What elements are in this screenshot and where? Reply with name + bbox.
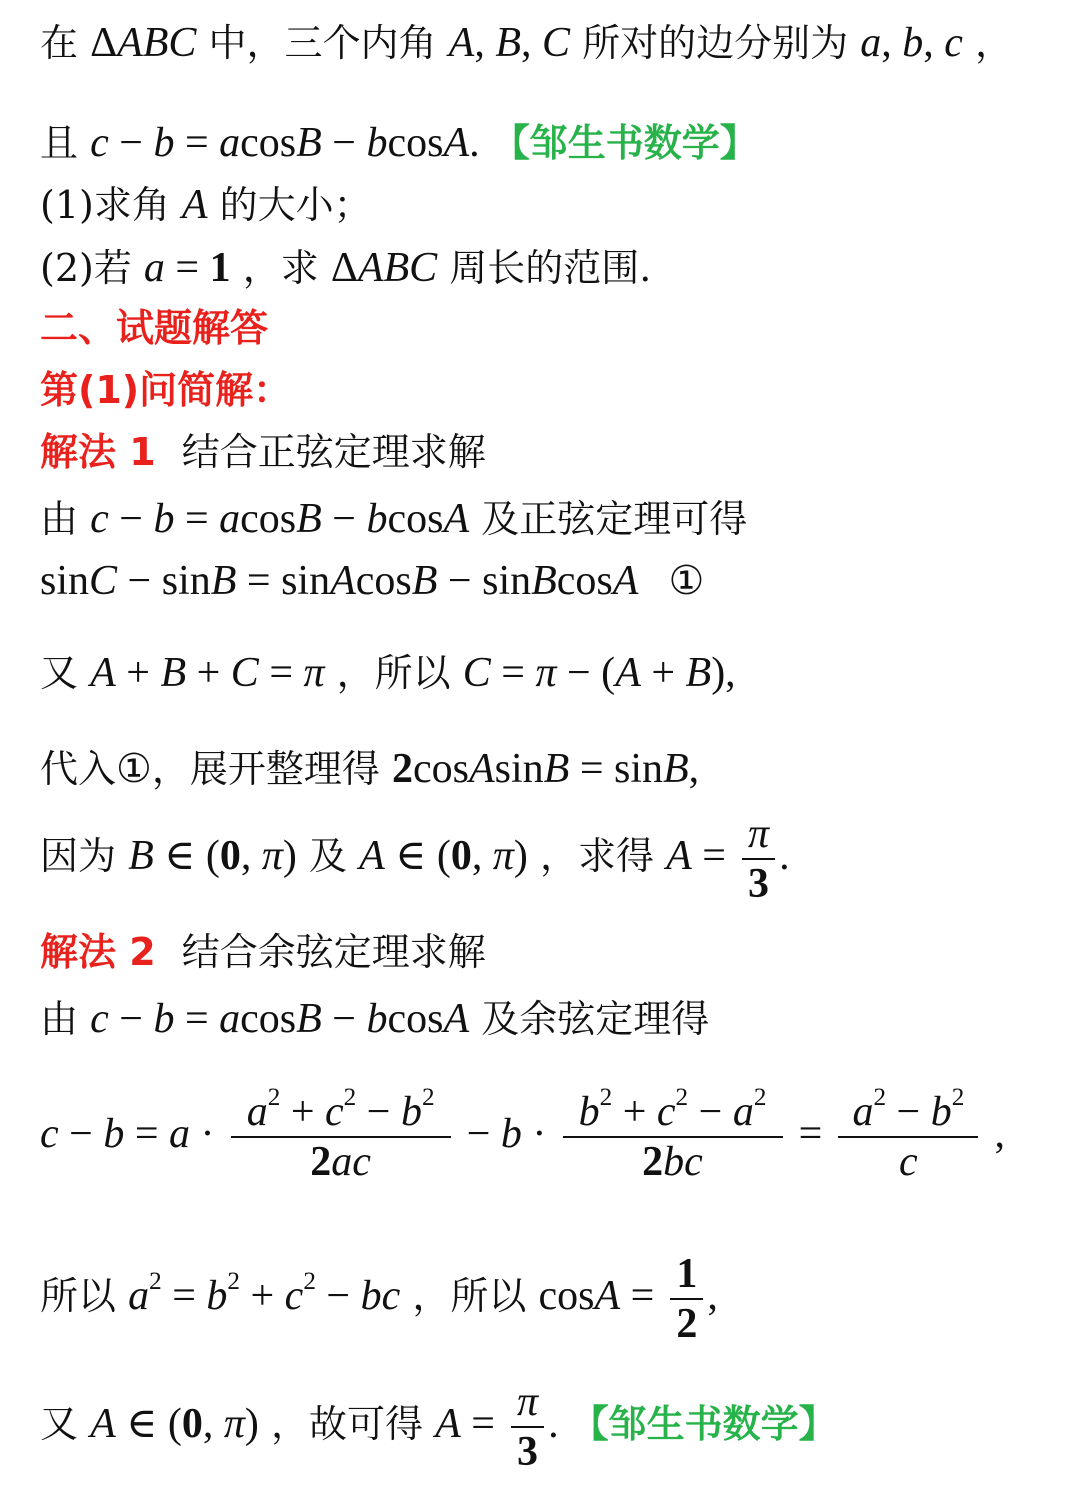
problem-line-2: 且 c − b = acosB − bcosA. 【邹生书数学】 — [40, 120, 758, 166]
fraction-result: $\frac{a^2 - b^2}{c}$ — [838, 1088, 978, 1187]
problem-line-1: 在 ΔABC 中，三个内角 A, B, C 所对的边分别为 a, b, c ， — [40, 20, 1013, 66]
brand-tag-footer: 【邹生书数学】 — [570, 1401, 837, 1446]
part1-heading: 第(1)问简解： — [40, 368, 292, 412]
fraction-pi-over-3: $\frac{\pi}{3}$ — [742, 810, 775, 909]
m2-line-4: 又 A ∈ (0, π) ，故可得 A = $\frac{\pi}{3}$ . 【邹生书数学】 — [40, 1379, 837, 1476]
fraction-cosB: $\frac{a^2 + c^2 - b^2}{2ac}$ — [231, 1088, 451, 1187]
fraction-cosA: $\frac{b^2 + c^2 - a^2}{2bc}$ — [563, 1088, 783, 1187]
m1-line-2: sinC − sinB = sinAcosB − sinBcosA ① — [40, 558, 705, 604]
section-heading: 二、试题解答 — [40, 306, 269, 350]
math-triangle-abc: ΔABC — [90, 20, 197, 66]
method2-heading: 解法 2 结合余弦定理求解 — [40, 930, 486, 974]
m2-line-3: 所以 $a^2 = b^2 + c^2$ − bc ，所以 cosA = $\frac{1}{2}$ , — [40, 1251, 718, 1348]
m2-line-2: c − b = a · $\frac{a^2 + c^2 - b^2}{2ac}$ − b · $\frac{b^2 + c^2 - a^2}{2bc}$ = $\frac{a^2 - b^2}{c}$ , — [40, 1083, 1005, 1186]
fraction-one-half: $\frac{1}{2}$ — [670, 1250, 703, 1349]
m1-line-5: 因为 B ∈ (0, π) 及 A ∈ (0, π) ，求得 A = $\frac{\pi}{3}$ . — [40, 811, 790, 908]
m1-line-1: 由 c − b = acosB − bcosA 及正弦定理可得 — [40, 496, 748, 542]
math-angles: A, B, C — [448, 20, 570, 66]
method1-heading: 解法 1 结合正弦定理求解 — [40, 430, 486, 474]
m1-line-3: 又 A + B + C = π ，所以 C = π − (A + B), — [40, 650, 736, 696]
m1-line-4: 代入①，展开整理得 2cosAsinB = sinB, — [40, 746, 700, 792]
circled-one: ① — [668, 558, 705, 604]
math-given-equation: c − b = acosB − bcosA. — [90, 120, 480, 166]
math-sides: a, b, c — [860, 20, 963, 66]
question-2: (2)若 a = 1 ，求 ΔABC 周长的范围. — [40, 245, 652, 291]
m2-line-1: 由 c − b = acosB − bcosA 及余弦定理得 — [40, 996, 710, 1042]
brand-tag: 【邹生书数学】 — [491, 121, 758, 165]
fraction-pi-over-3-final: $\frac{\pi}{3}$ — [511, 1378, 544, 1477]
question-1: (1)求角 A 的大小； — [40, 182, 372, 228]
